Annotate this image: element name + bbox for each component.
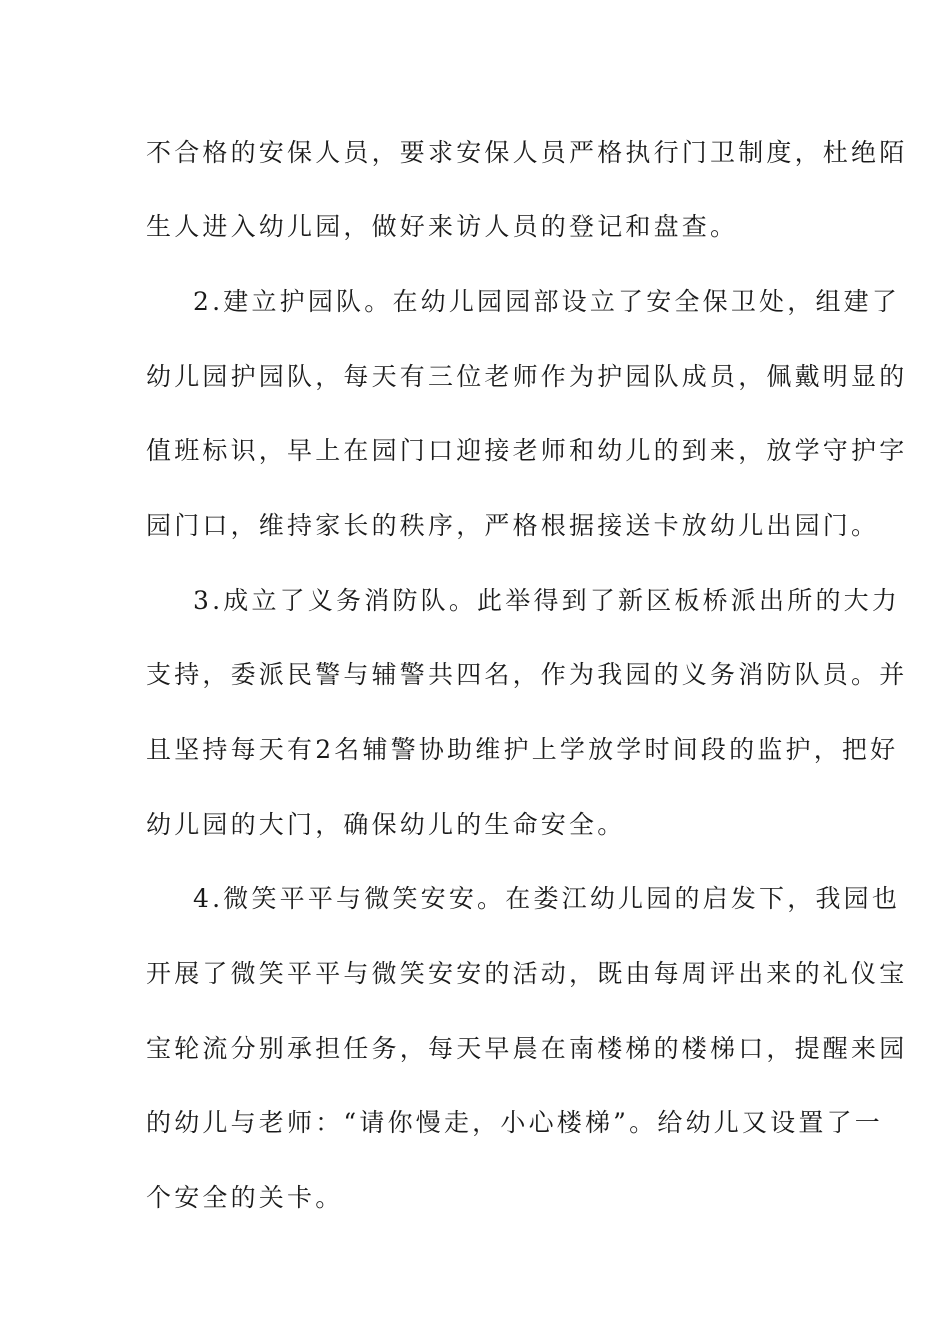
text-line-content: 且坚持每天有2名辅警协助维护上学放学时间段的监护，把好 (146, 735, 899, 764)
text-line-content: 值班标识，早上在园门口迎接老师和幼儿的到来，放学守护字 (146, 436, 908, 465)
text-line-content: 的幼儿与老师：“请你慢走，小心楼梯”。给幼儿又设置了一 (146, 1108, 883, 1137)
text-line-content: 2.建立护园队。在幼儿园园部设立了安全保卫处，组建了 (193, 287, 901, 316)
text-line-content: 4.微笑平平与微笑安安。在娄江幼儿园的启发下，我园也 (193, 884, 901, 913)
paragraph-start-line (0, 282, 950, 322)
text-line (0, 133, 950, 173)
text-line (0, 655, 950, 695)
text-line-content: 宝轮流分别承担任务，每天早晨在南楼梯的楼梯口，提醒来园 (146, 1034, 908, 1063)
text-line (0, 207, 950, 247)
text-line-content: 支持，委派民警与辅警共四名，作为我园的义务消防队员。并 (146, 660, 908, 689)
text-line (0, 1029, 950, 1069)
text-line (0, 954, 950, 994)
text-line-content: 园门口，维持家长的秩序，严格根据接送卡放幼儿出园门。 (146, 511, 880, 540)
text-line-content: 个安全的关卡。 (146, 1183, 344, 1212)
text-line-content: 幼儿园的大门，确保幼儿的生命安全。 (146, 810, 626, 839)
paragraph-start-line (0, 581, 950, 621)
text-line (0, 730, 950, 770)
text-line-content: 3.成立了义务消防队。此举得到了新区板桥派出所的大力 (193, 586, 901, 615)
text-line (0, 1103, 950, 1143)
text-line (0, 431, 950, 471)
text-line (0, 1178, 950, 1218)
text-line (0, 805, 950, 845)
text-line-content: 不合格的安保人员，要求安保人员严格执行门卫制度，杜绝陌 (146, 138, 908, 167)
text-line-content: 生人进入幼儿园，做好来访人员的登记和盘查。 (146, 212, 739, 241)
paragraph-start-line (0, 879, 950, 919)
text-line (0, 506, 950, 546)
text-line-content: 开展了微笑平平与微笑安安的活动，既由每周评出来的礼仪宝 (146, 959, 908, 988)
text-line (0, 357, 950, 397)
text-line-content: 幼儿园护园队，每天有三位老师作为护园队成员，佩戴明显的 (146, 362, 908, 391)
